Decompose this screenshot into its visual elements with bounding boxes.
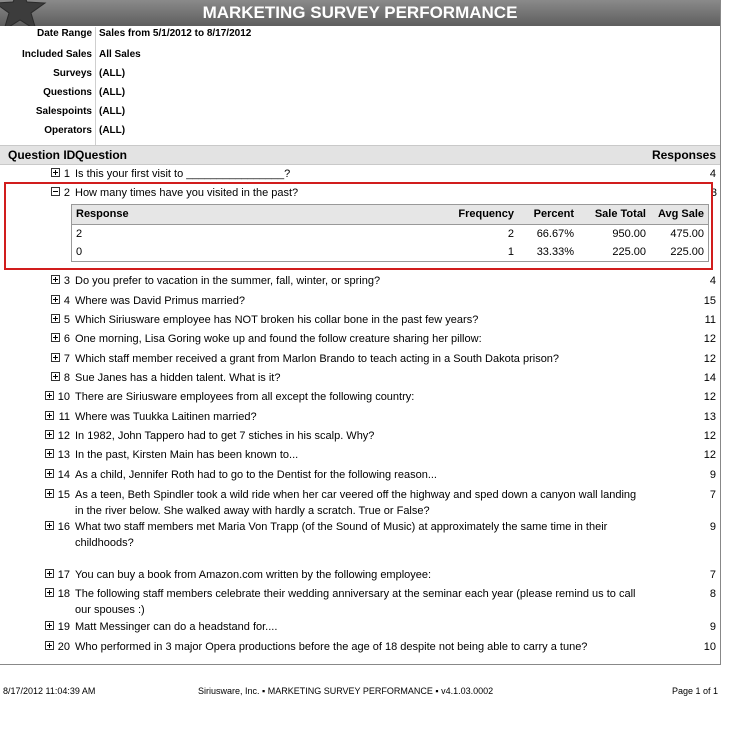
param-value: Sales from 5/1/2012 to 8/17/2012 (99, 28, 252, 39)
breakdown-header-row (72, 205, 708, 225)
param-label: Date Range (36, 28, 92, 39)
question-responses: 7 (709, 569, 716, 581)
response-breakdown-table (71, 204, 709, 262)
question-text: One morning, Lisa Goring woke up and found the follow creature sharing her pillow: (75, 333, 482, 345)
question-responses: 4 (709, 275, 716, 287)
question-responses: 10 (703, 641, 716, 653)
param-questions (0, 87, 720, 106)
param-included-sales (0, 49, 720, 68)
breakdown-percent: 33.33% (536, 246, 574, 258)
question-responses: 7 (709, 489, 716, 501)
question-id: 4 (63, 295, 70, 307)
question-text: As a teen, Beth Spindler took a wild ride when her car veered off the highway and sped down a canyon wall landing in the river below. She walked away with hardly a scratch. True or False? (75, 489, 637, 517)
question-text: Where was Tuukka Laitinen married? (75, 411, 257, 423)
star-logo-icon (0, 0, 80, 26)
footer-page: Page 1 of 1 (671, 686, 718, 696)
param-value: (ALL) (99, 87, 126, 98)
question-id: 1 (63, 168, 70, 180)
breakdown-header-response: Response (76, 208, 129, 220)
question-id: 11 (58, 411, 70, 423)
question-responses: 12 (703, 353, 716, 365)
question-text: How many times have you visited in the past? (75, 187, 299, 199)
column-header-responses[interactable]: Responses (651, 148, 716, 162)
question-responses: 12 (703, 391, 716, 403)
param-date-range (0, 28, 720, 47)
breakdown-response: 0 (76, 246, 83, 258)
question-id: 19 (57, 621, 70, 633)
column-header-question-id[interactable]: Question ID (8, 148, 76, 162)
param-label: Included Sales (21, 49, 92, 60)
report-title-bar (0, 0, 720, 26)
param-salespoints (0, 106, 720, 125)
question-responses: 8 (709, 588, 716, 600)
param-label: Salespoints (35, 106, 92, 117)
breakdown-response: 2 (76, 228, 83, 240)
column-header-row (0, 145, 720, 165)
question-text: Which staff member received a grant from Marlon Brando to teach acting in a South Dakota prison? (75, 353, 560, 365)
param-value: (ALL) (99, 106, 126, 117)
question-id: 15 (57, 489, 70, 501)
question-text: There are Siriusware employees from all except the following country: (75, 391, 415, 403)
breakdown-frequency: 1 (507, 246, 514, 258)
param-value: All Sales (99, 49, 141, 60)
breakdown-sale-total: 950.00 (612, 228, 646, 240)
question-responses: 12 (703, 430, 716, 442)
question-responses: 15 (703, 295, 716, 307)
question-text: Is this your first visit to ________________? (75, 168, 291, 180)
question-text: In 1982, John Tappero had to get 7 stiches in his scalp. Why? (75, 430, 375, 442)
question-id: 17 (57, 569, 70, 581)
question-id: 18 (57, 588, 70, 600)
question-id: 14 (57, 469, 70, 481)
question-id: 12 (57, 430, 70, 442)
question-responses: 12 (703, 449, 716, 461)
question-text: What two staff members met Maria Von Trapp (of the Sound of Music) at approximately the same time in their childhoods? (75, 521, 608, 549)
question-text: Who performed in 3 major Opera productions before the age of 18 despite not being able to carry a tune? (75, 641, 588, 653)
footer-center: Siriusware, Inc. ▪ MARKETING SURVEY PERFORMANCE ▪ v4.1.03.0002 (198, 686, 494, 696)
breakdown-avg-sale: 475.00 (670, 228, 704, 240)
question-id: 5 (63, 314, 70, 326)
param-label: Questions (43, 87, 92, 98)
question-text: You can buy a book from Amazon.com written by the following employee: (75, 569, 432, 581)
question-responses: 13 (703, 411, 716, 423)
question-responses: 12 (703, 333, 716, 345)
column-header-question[interactable]: Question (75, 148, 128, 162)
question-responses: 9 (709, 621, 716, 633)
question-id: 13 (57, 449, 70, 461)
question-id: 6 (63, 333, 70, 345)
question-text: Which Siriusware employee has NOT broken his collar bone in the past few years? (75, 314, 479, 326)
param-surveys (0, 68, 720, 87)
question-id: 7 (63, 353, 70, 365)
question-responses: 3 (710, 187, 717, 199)
param-label: Operators (44, 125, 92, 136)
footer-date: 8/17/2012 11:04:39 AM (3, 686, 96, 696)
breakdown-frequency: 2 (507, 228, 514, 240)
breakdown-row (72, 243, 708, 262)
breakdown-row (72, 225, 708, 244)
question-id: 10 (57, 391, 70, 403)
breakdown-sale-total: 225.00 (612, 246, 646, 258)
question-id: 20 (57, 641, 70, 653)
report-title: MARKETING SURVEY PERFORMANCE (202, 3, 518, 22)
breakdown-header-avg-sale: Avg Sale (657, 208, 704, 220)
breakdown-header-sale-total: Sale Total (594, 208, 646, 220)
param-value: (ALL) (99, 68, 126, 79)
question-responses: 11 (704, 314, 716, 326)
param-value: (ALL) (99, 125, 126, 136)
question-responses: 4 (709, 168, 716, 180)
param-label: Surveys (53, 68, 92, 79)
question-id: 2 (63, 187, 70, 199)
question-responses: 14 (703, 372, 716, 384)
breakdown-percent: 66.67% (536, 228, 574, 240)
question-id: 3 (63, 275, 70, 287)
question-text: Do you prefer to vacation in the summer, fall, winter, or spring? (75, 275, 381, 287)
question-text: Sue Janes has a hidden talent. What is it? (75, 372, 281, 384)
question-id: 8 (63, 372, 70, 384)
breakdown-header-percent: Percent (533, 208, 574, 220)
question-id: 16 (57, 521, 70, 533)
question-text: Where was David Primus married? (75, 295, 245, 307)
question-text: The following staff members celebrate their wedding anniversary at the seminar each year (please remind us to call our spouses :) (75, 588, 636, 616)
param-operators (0, 125, 720, 144)
question-text: Matt Messinger can do a headstand for.... (75, 621, 278, 633)
question-text: As a child, Jennifer Roth had to go to the Dentist for the following reason... (75, 469, 437, 481)
breakdown-header-frequency: Frequency (458, 208, 514, 220)
question-responses: 9 (709, 469, 716, 481)
question-text: In the past, Kirsten Main has been known to... (75, 449, 299, 461)
breakdown-avg-sale: 225.00 (670, 246, 704, 258)
question-responses: 9 (709, 521, 716, 533)
report-footer (0, 686, 744, 700)
